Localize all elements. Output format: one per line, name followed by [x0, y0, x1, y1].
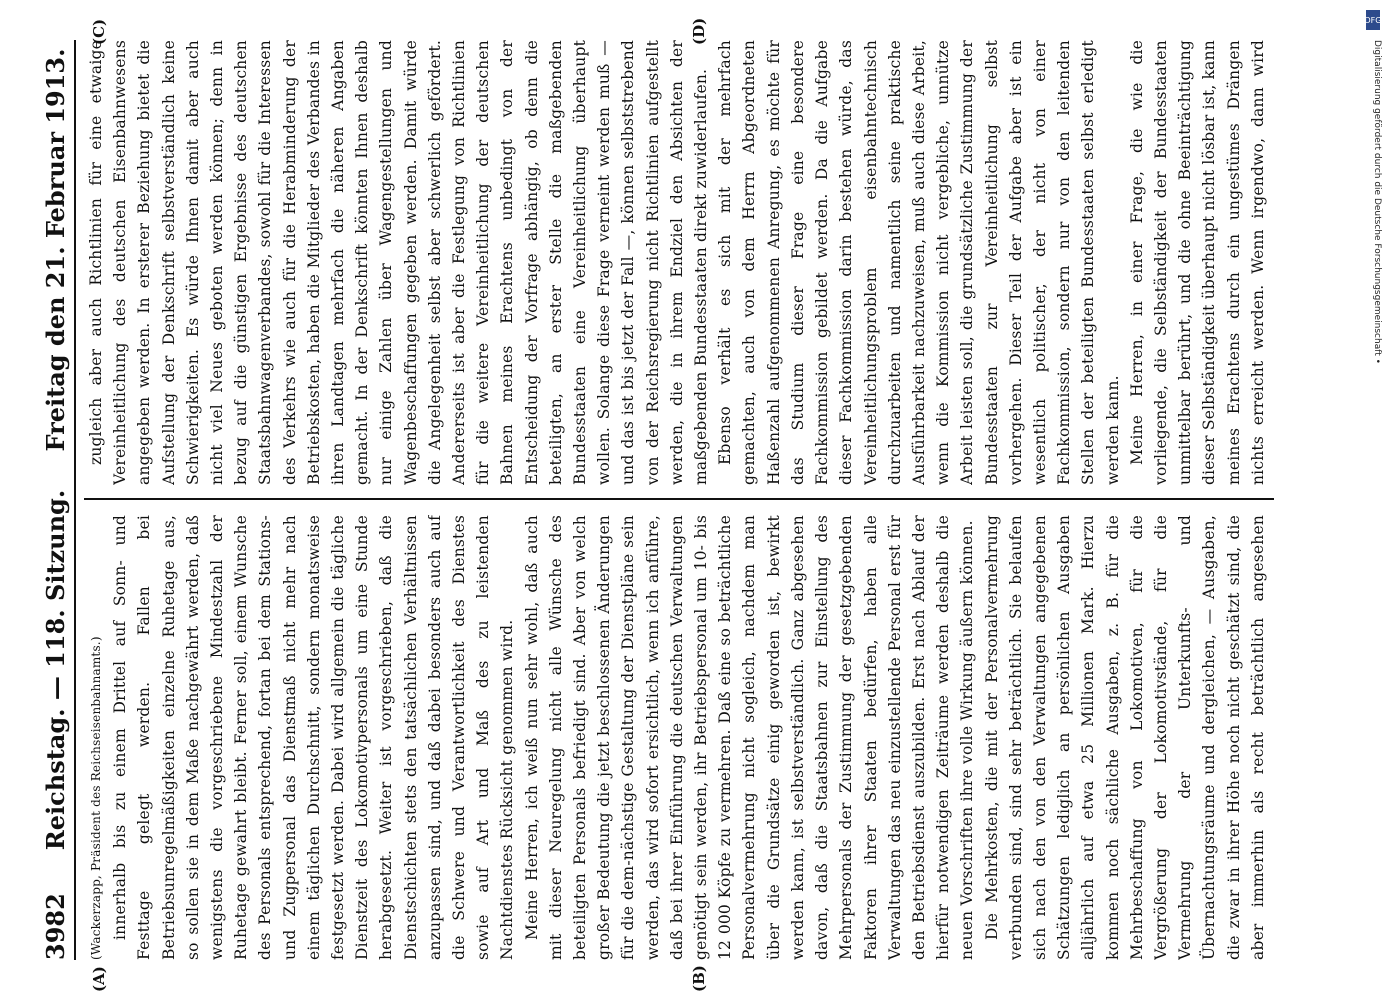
- digitization-credit: Digitalisierung gefördert durch die Deutsche Forschungsgemeinschaft •: [1372, 40, 1382, 364]
- header-rule: [74, 40, 76, 960]
- column-left: [84, 515, 1274, 960]
- column-divider: [84, 498, 1274, 500]
- header-right-title: Freitag den 21. Februar 1913.: [41, 48, 70, 452]
- column-right: [84, 40, 1274, 485]
- paragraph: Die Mehrkosten, die mit der Personalvermehrung verbunden sind, sind sehr beträchtlich. Sie belaufen sich nach den von den Verwaltungen angegebenen Schätzungen lediglich an persönlichen Ausgaben alljährlich auf etwa 25 Millionen Mark. Hierzu kommen noch sächliche Ausgaben, z. B. für die Mehrbeschaffung von Lokomotiven, für die Vergrößerung der Lokomotivstände, für die Vermehrung der Unterkunfts- und Übernachtungsräume und dergleichen, — Ausgaben, die zwar in ihrer Höhe noch nicht geschätzt sind, die aber immerhin als recht beträchtlich angesehen: [982, 515, 1267, 960]
- paragraph: innerhalb bis zu einem Drittel auf Sonn- und Festtage gelegt werden. Fallen bei Betriebsunregelmäßigkeiten einzelne Ruhetage aus, so sollen sie in dem Maße nachgewährt werden, daß wenigstens die vorgeschriebene Mindestzahl der Ruhetage gewahrt bleibt. Ferner soll, einem Wunsche des Personals entsprechend, fortan bei dem Stations- und Zugpersonal das Dienstmaß nicht mehr nach einem täglichen Durchschnitt, sondern monatsweise festgesetzt werden. Dabei wird allgemein die tägliche Dienstzeit des Lokomotivpersonals um eine Stunde herabgesetzt. Weiter ist vorgeschrieben, daß die Dienstschichten stets den tatsächlichen Verhältnissen anzupassen sind, und daß dabei besonders auch auf die Schwere und Verantwortlichkeit des Dienstes sowie auf Art und Maß des zu leistenden Nachtdienstes Rücksicht genommen wird.: [111, 515, 517, 960]
- page-header: [30, 40, 70, 960]
- paragraph: zugleich aber auch Richtlinien für eine etwaige Vereinheitlichung des deutschen Eisenbahnwesens angegeben werden. In ersterer Beziehung bietet die Aufstellung der Denkschrift selbstverständlich keine Schwierigkeiten. Es würde Ihnen damit aber auch nicht viel Neues geboten werden können; denn in bezug auf die günstigen Ergebnisse des deutschen Staatsbahnwagenverbandes, sowohl für die Interessen des Verkehrs wie auch für die Herabminderung der Betriebskosten, haben die Mitglieder des Verbandes in ihren Landtagen mehrfach die näheren Angaben gemacht. In der Denkschrift könnten Ihnen deshalb nur einige Zahlen über Wagengestellungen und Wagenbeschaffungen gegeben werden. Damit würde die Angelegenheit selbst aber schwerlich gefördert. Andererseits ist aber die Festlegung von Richtlinien für die weitere Vereinheitlichung der deutschen Bahnen meines Erachtens unbedingt von der Entscheidung der Vorfrage abhängig, ob denn die beteiligten, an erster Stelle die maßgebenden Bundesstaaten eine Vereinheitlichung überhaupt wollen. Solange diese Frage verneint werden muß — und das ist bis jetzt der Fall —, können selbststrebend von der Reichsregierung nicht Richtlinien aufgestellt werden, die in ihrem Endziel den Absichten der maßgebenden Bundesstaaten direkt zuwiderlaufen.: [87, 40, 711, 485]
- header-left-title: Reichstag. — 118. Sitzung.: [41, 489, 70, 851]
- page-number: 3982: [41, 893, 70, 960]
- margin-mark-a: (A): [90, 966, 108, 992]
- speaker-line: (Wackerzapp, Präsident des Reichseisenbahnamts.): [89, 636, 103, 960]
- paragraph: Ebenso verhält es sich mit der mehrfach gemachten, auch von dem Herrn Abgeordneten Haßenzahl aufgenommenen Anregung, es möchte für das Studium dieser Frage eine besondere Fachkommission gebildet werden. Da die Aufgabe dieser Fachkommission darin bestehen würde, das Vereinheitlichungsproblem eisenbahntechnisch durchzuarbeiten und namentlich seine praktische Ausführbarkeit nachzuweisen, muß auch diese Arbeit, wenn die Kommission nicht vergebliche, unnütze Arbeit leisten soll, die grundsätzliche Zustimmung der Bundesstaaten zur Vereinheitlichung selbst vorhergehen. Dieser Teil der Aufgabe aber ist ein wesentlich politischer, der nicht von einer Fachkommission, sondern nur von den leitenden Stellen der beteiligten Bundesstaaten selbst erledigt werden kann.: [716, 40, 1122, 485]
- paragraph: Meine Herren, in einer Frage, die wie die vorliegende, die Selbständigkeit der Bundesstaaten unmittelbar berührt, und die ohne Beeinträchtigung dieser Selbständigkeit überhaupt nicht lösbar ist, kann meines Erachtens durch ein ungestümes Drängen nichts erreicht werden. Wenn irgendwo, dann wird: [1127, 40, 1267, 485]
- margin-mark-d: (D): [690, 17, 708, 45]
- margin-mark-c: (C): [90, 18, 108, 45]
- margin-mark-b: (B): [690, 965, 708, 992]
- dfg-logo: DFG: [1366, 10, 1380, 30]
- paragraph: Meine Herren, ich weiß nun sehr wohl, daß auch mit dieser Neuregelung nicht alle Wünsche des beteiligten Personals befriedigt sind. Aber von welch großer Bedeutung die jetzt beschlossenen Änderungen für die dem-nächstige Gestaltung der Dienstpläne sein werden, das wird sofort ersichtlich, wenn ich anführe, daß bei ihrer Einführung die deutschen Verwaltungen genötigt sein werden, ihr Betriebspersonal um 10- bis 12 000 Köpfe zu vermehren. Daß eine so beträchtliche Personalvermehrung nicht sogleich, nachdem man über die Grundsätze einig geworden ist, bewirkt werden kann, ist selbstverständlich. Ganz abgesehen davon, daß die Staatsbahnen zur Einstellung des Mehrpersonals der Zustimmung der gesetzgebenden Faktoren ihrer Staaten bedürfen, haben alle Verwaltungen das neu einzustellende Personal erst für den Betriebsdienst auszubilden. Erst nach Ablauf der hierfür notwendigen Zeiträume werden deshalb die neuen Vorschriften ihre volle Wirkung äußern können.: [522, 515, 977, 960]
